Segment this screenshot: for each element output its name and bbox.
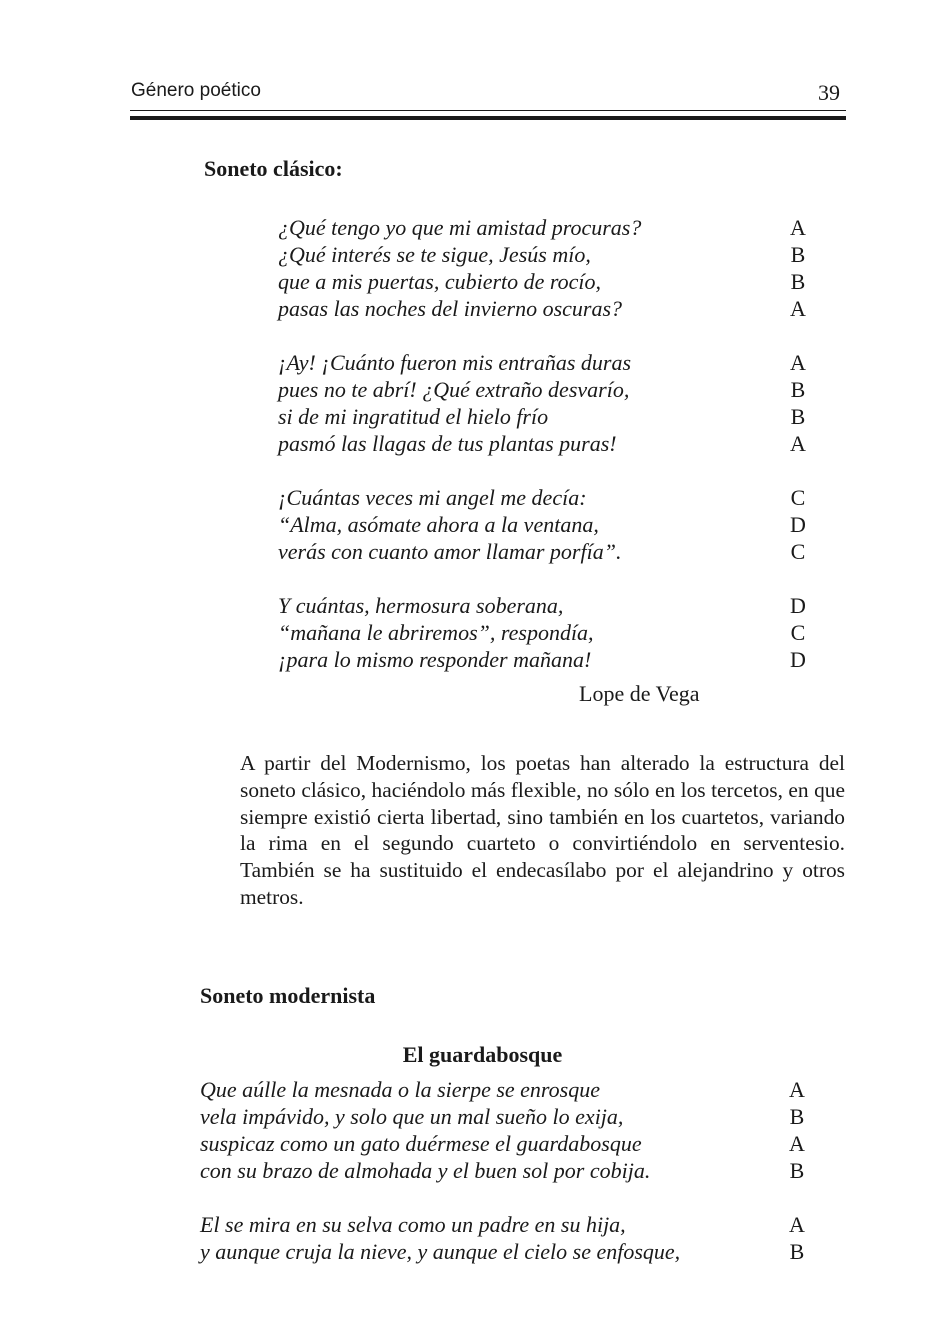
rhyme-letter: A <box>789 1077 805 1102</box>
rhyme-letter: B <box>789 1104 805 1129</box>
section-heading-soneto-clasico: Soneto clásico: <box>204 156 343 181</box>
rhyme-letter: B <box>790 377 806 402</box>
poem-line: Y cuántas, hermosura soberana, <box>278 593 564 618</box>
poem-line: con su brazo de almohada y el buen sol por cobija. <box>200 1158 651 1183</box>
rhyme-letter: D <box>790 647 806 672</box>
poem-line: pasmó las llagas de tus plantas puras! <box>278 431 617 456</box>
poem-line: suspicaz como un gato duérmese el guardabosque <box>200 1131 642 1156</box>
poem-line: si de mi ingratitud el hielo frío <box>278 404 549 429</box>
poem-line: ¿Qué interés se te sigue, Jesús mío, <box>278 242 591 267</box>
header-rule-thick <box>130 116 846 120</box>
header-rule-thin <box>130 110 846 111</box>
poem-line: que a mis puertas, cubierto de rocío, <box>278 269 602 294</box>
rhyme-letter: A <box>789 1131 805 1156</box>
running-header-title: Género poético <box>131 80 261 101</box>
rhyme-letter: A <box>790 350 806 375</box>
poem-line: “mañana le abriremos”, respondía, <box>278 620 594 645</box>
poem-line: ¡para lo mismo responder mañana! <box>278 647 592 672</box>
poem-line: verás con cuanto amor llamar porfía”. <box>278 539 622 564</box>
rhyme-letter: A <box>790 431 806 456</box>
poem-line: “Alma, asómate ahora a la ventana, <box>278 512 599 537</box>
body-paragraph: A partir del Modernismo, los poetas han alterado la estructura del soneto clásico, haciéndolo más flexible, no sólo en los tercetos, en que siempre existió cierta libertad, sino también en los cuartetos, variando la rima en el segundo cuarteto o convirtiéndolo en serventesio. También se ha sustituido el endecasílabo por el alejandrino y otros metros. <box>240 751 845 909</box>
section-heading-soneto-modernista: Soneto modernista <box>200 983 376 1008</box>
page-number: 39 <box>818 80 840 105</box>
rhyme-letter: C <box>790 485 806 510</box>
poem-line: ¡Ay! ¡Cuánto fueron mis entrañas duras <box>278 350 632 375</box>
poem-line: El se mira en su selva como un padre en su hija, <box>200 1212 626 1237</box>
rhyme-letter: C <box>790 620 806 645</box>
rhyme-letter: D <box>790 593 806 618</box>
rhyme-letter: B <box>790 242 806 267</box>
rhyme-letter: C <box>790 539 806 564</box>
poem-line: vela impávido, y solo que un mal sueño lo exija, <box>200 1104 624 1129</box>
poem-line: ¿Qué tengo yo que mi amistad procuras? <box>278 215 642 240</box>
rhyme-letter: B <box>789 1239 805 1264</box>
rhyme-letter: B <box>790 404 806 429</box>
poem-author: Lope de Vega <box>579 681 700 706</box>
poem-line: pues no te abrí! ¿Qué extraño desvarío, <box>278 377 630 402</box>
rhyme-letter: A <box>789 1212 805 1237</box>
poem-line: y aunque cruja la nieve, y aunque el cielo se enfosque, <box>200 1239 681 1264</box>
poem-title: El guardabosque <box>402 1042 563 1067</box>
poem-line: Que aúlle la mesnada o la sierpe se enrosque <box>200 1077 601 1102</box>
rhyme-letter: A <box>790 296 806 321</box>
rhyme-letter: B <box>789 1158 805 1183</box>
rhyme-letter: D <box>790 512 806 537</box>
poem-line: ¡Cuántas veces mi angel me decía: <box>278 485 587 510</box>
rhyme-letter: A <box>790 215 806 240</box>
rhyme-letter: B <box>790 269 806 294</box>
poem-line: pasas las noches del invierno oscuras? <box>278 296 623 321</box>
